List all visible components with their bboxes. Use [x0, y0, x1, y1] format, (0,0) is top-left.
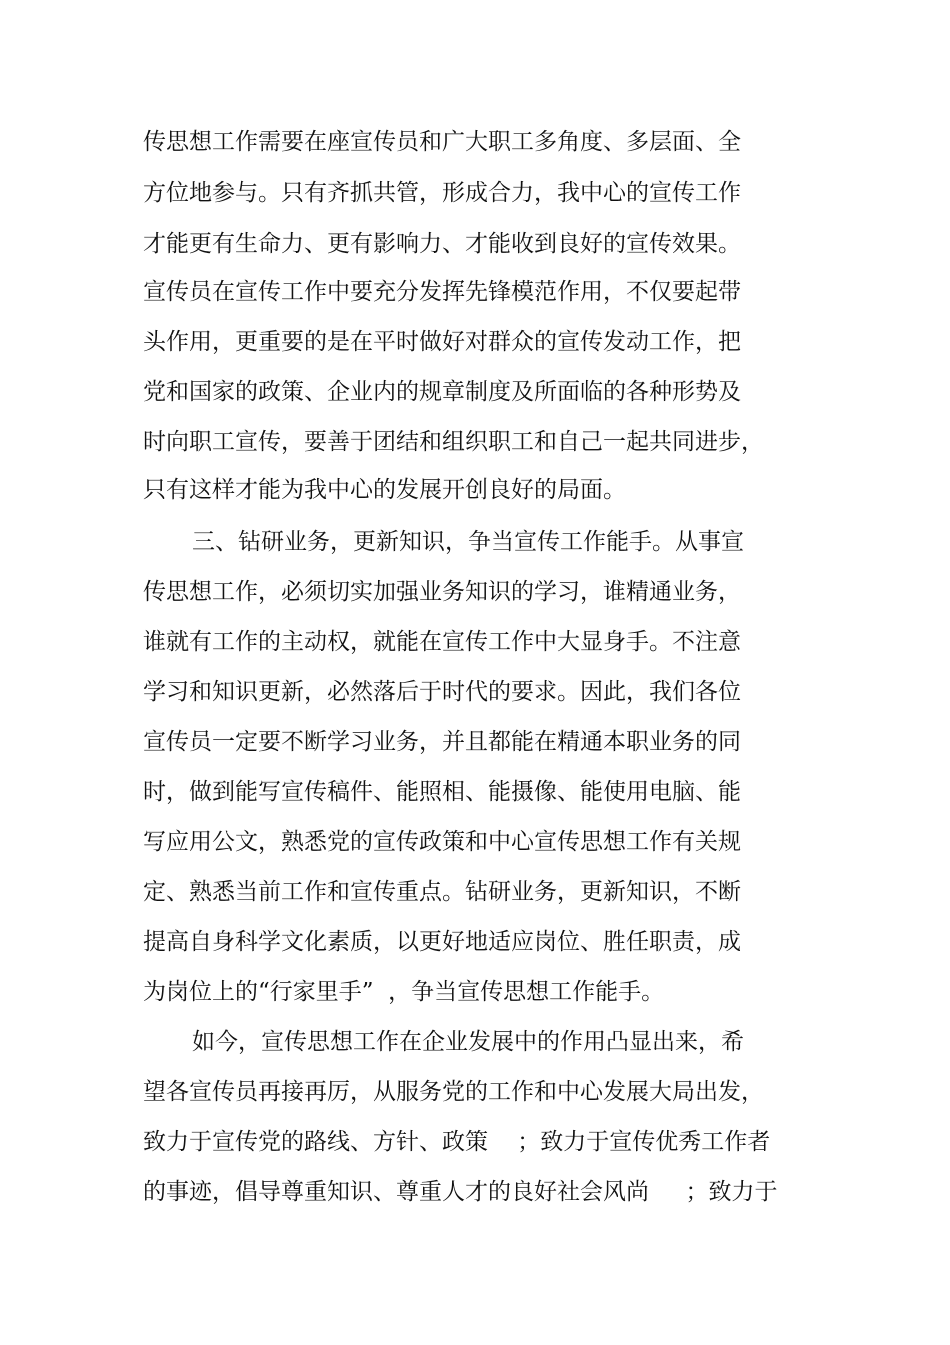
text-line: 为岗位上的“行家里手” ，争当宣传思想工作能手。: [143, 979, 665, 1005]
text-line: 写应用公文，熟悉党的宣传政策和中心宣传思想工作有关规: [143, 829, 741, 855]
text-line: 时，做到能写宣传稿件、能照相、能摄像、能使用电脑、能: [143, 779, 741, 805]
text-line: 学习和知识更新，必然落后于时代的要求。因此，我们各位: [143, 679, 741, 705]
text-line: 只有这样才能为我中心的发展开创良好的局面。: [143, 477, 626, 503]
text-line: 才能更有生命力、更有影响力、才能收到良好的宣传效果。: [143, 231, 741, 257]
text-line: 致力于宣传党的路线、方针、政策 ；致力于宣传优秀工作者: [143, 1129, 771, 1155]
text-line: 传思想工作需要在座宣传员和广大职工多角度、多层面、全: [143, 129, 741, 155]
text-line: 头作用，更重要的是在平时做好对群众的宣传发动工作，把: [143, 329, 741, 355]
text-line: 定、熟悉当前工作和宣传重点。钻研业务，更新知识，不断: [143, 879, 741, 905]
text-line: 方位地参与。只有齐抓共管，形成合力，我中心的宣传工作: [143, 180, 741, 206]
text-line: 时向职工宣传，要善于团结和组织职工和自己一起共同进步，: [143, 429, 764, 455]
text-line: 宣传员一定要不断学习业务，并且都能在精通本职业务的同: [143, 729, 741, 755]
text-line: 谁就有工作的主动权，就能在宣传工作中大显身手。不注意: [143, 629, 741, 655]
paragraph-first-line: 如今，宣传思想工作在企业发展中的作用凸显出来，希: [192, 1029, 744, 1055]
text-line: 宣传员在宣传工作中要充分发挥先锋模范作用，不仅要起带: [143, 279, 741, 305]
text-line: 的事迹，倡导尊重知识、尊重人才的良好社会风尚 ；致力于: [143, 1179, 778, 1205]
paragraph-first-line: 三、钻研业务，更新知识，争当宣传工作能手。从事宣: [192, 529, 744, 555]
text-line: 传思想工作，必须切实加强业务知识的学习，谁精通业务，: [143, 579, 741, 605]
text-line: 提高自身科学文化素质，以更好地适应岗位、胜任职责，成: [143, 929, 741, 955]
text-line: 望各宣传员再接再厉，从服务党的工作和中心发展大局出发，: [143, 1079, 764, 1105]
text-line: 党和国家的政策、企业内的规章制度及所面临的各种形势及: [143, 379, 741, 405]
